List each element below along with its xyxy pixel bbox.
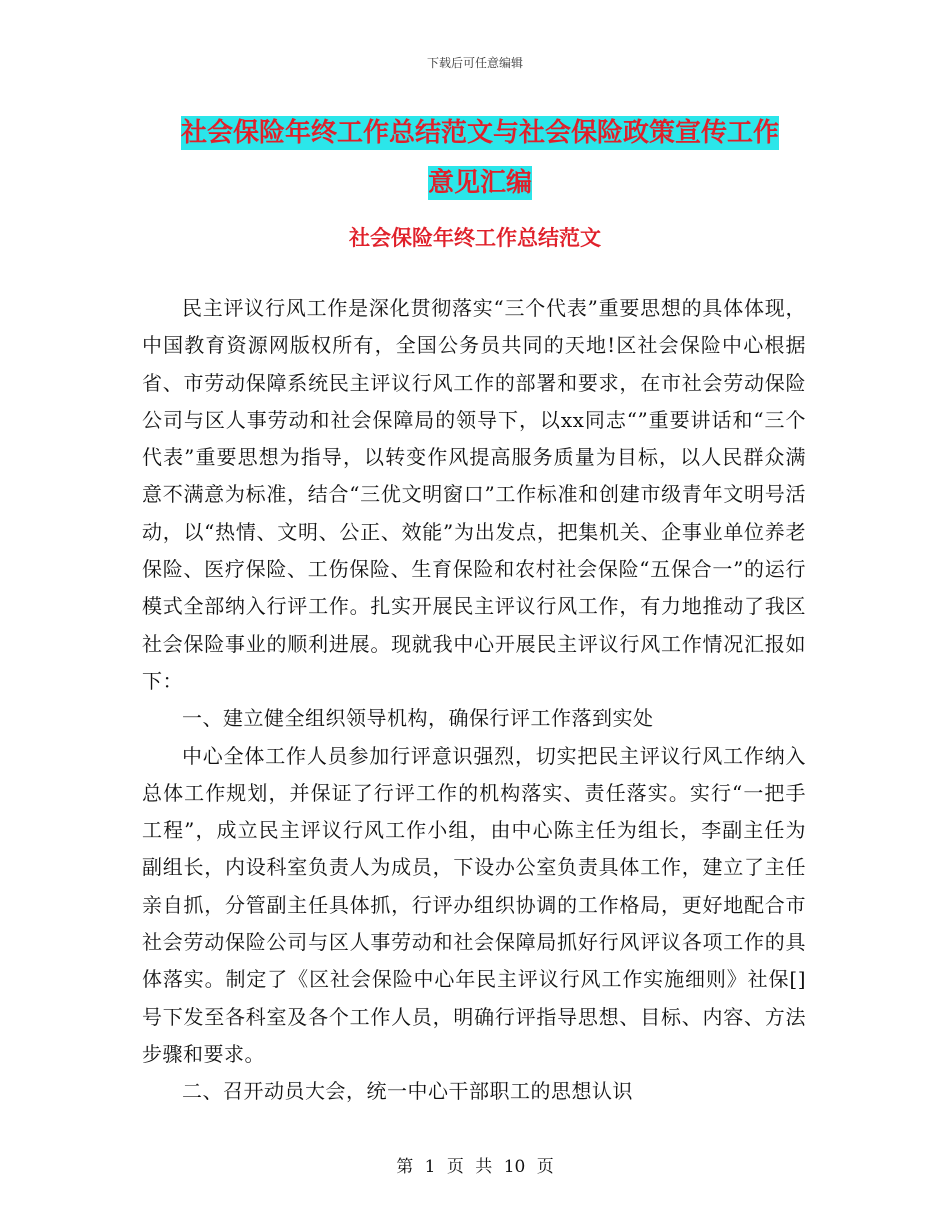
- paragraph-intro: 民主评议行风工作是深化贯彻落实“三个代表”重要思想的具体体现，中国教育资源网版权所有，全国公务员共同的天地!区社会保险中心根据省、市劳动保障系统民主评议行风工作的部署和要求，在市社会劳动保险公司与区人事劳动和社会保障局的领导下，以xx同志“”重要讲话和“三个代表”重要思想为指导，以转变作风提高服务质量为目标，以人民群众满意不满意为标准，结合“三优文明窗口”工作标准和创建市级青年文明号活动，以“热情、文明、公正、效能”为出发点，把集机关、企事业单位养老保险、医疗保险、工伤保险、生育保险和农村社会保险“五保合一”的运行模式全部纳入行评工作。扎实开展民主评议行风工作，有力地推动了我区社会保险事业的顺利进展。现就我中心开展民主评议行风工作情况汇报如下：: [142, 296, 806, 693]
- title-line-1: 社会保险年终工作总结范文与社会保险政策宣传工作: [180, 118, 779, 148]
- title-line-2: 意见汇编: [427, 168, 532, 198]
- heading-section-1: 一、建立健全组织领导机构，确保行评工作落到实处: [182, 706, 654, 731]
- document-title: [150, 108, 810, 208]
- page-footer: 第 1 页 共 10 页: [396, 1157, 554, 1177]
- heading-section-2: 二、召开动员大会，统一中心干部职工的思想认识: [182, 1079, 633, 1104]
- header-note: 下载后可任意编辑: [426, 56, 523, 70]
- section-title: 社会保险年终工作总结范文: [349, 225, 601, 250]
- paragraph-section-1: 中心全体工作人员参加行评意识强烈，切实把民主评议行风工作纳入总体工作规划，并保证了行评工作的机构落实、责任落实。实行“一把手工程”，成立民主评议行风工作小组，由中心陈主任为组长，李副主任为副组长，内设科室负责人为成员，下设办公室负责具体工作，建立了主任亲自抓，分管副主任具体抓，行评办组织协调的工作格局，更好地配合市社会劳动保险公司与区人事劳动和社会保障局抓好行风评议各项工作的具体落实。制定了《区社会保险中心年民主评议行风工作实施细则》社保[]号下发至各科室及各个工作人员，明确行评指导思想、目标、内容、方法步骤和要求。: [142, 743, 806, 1066]
- document-body: [142, 290, 806, 1111]
